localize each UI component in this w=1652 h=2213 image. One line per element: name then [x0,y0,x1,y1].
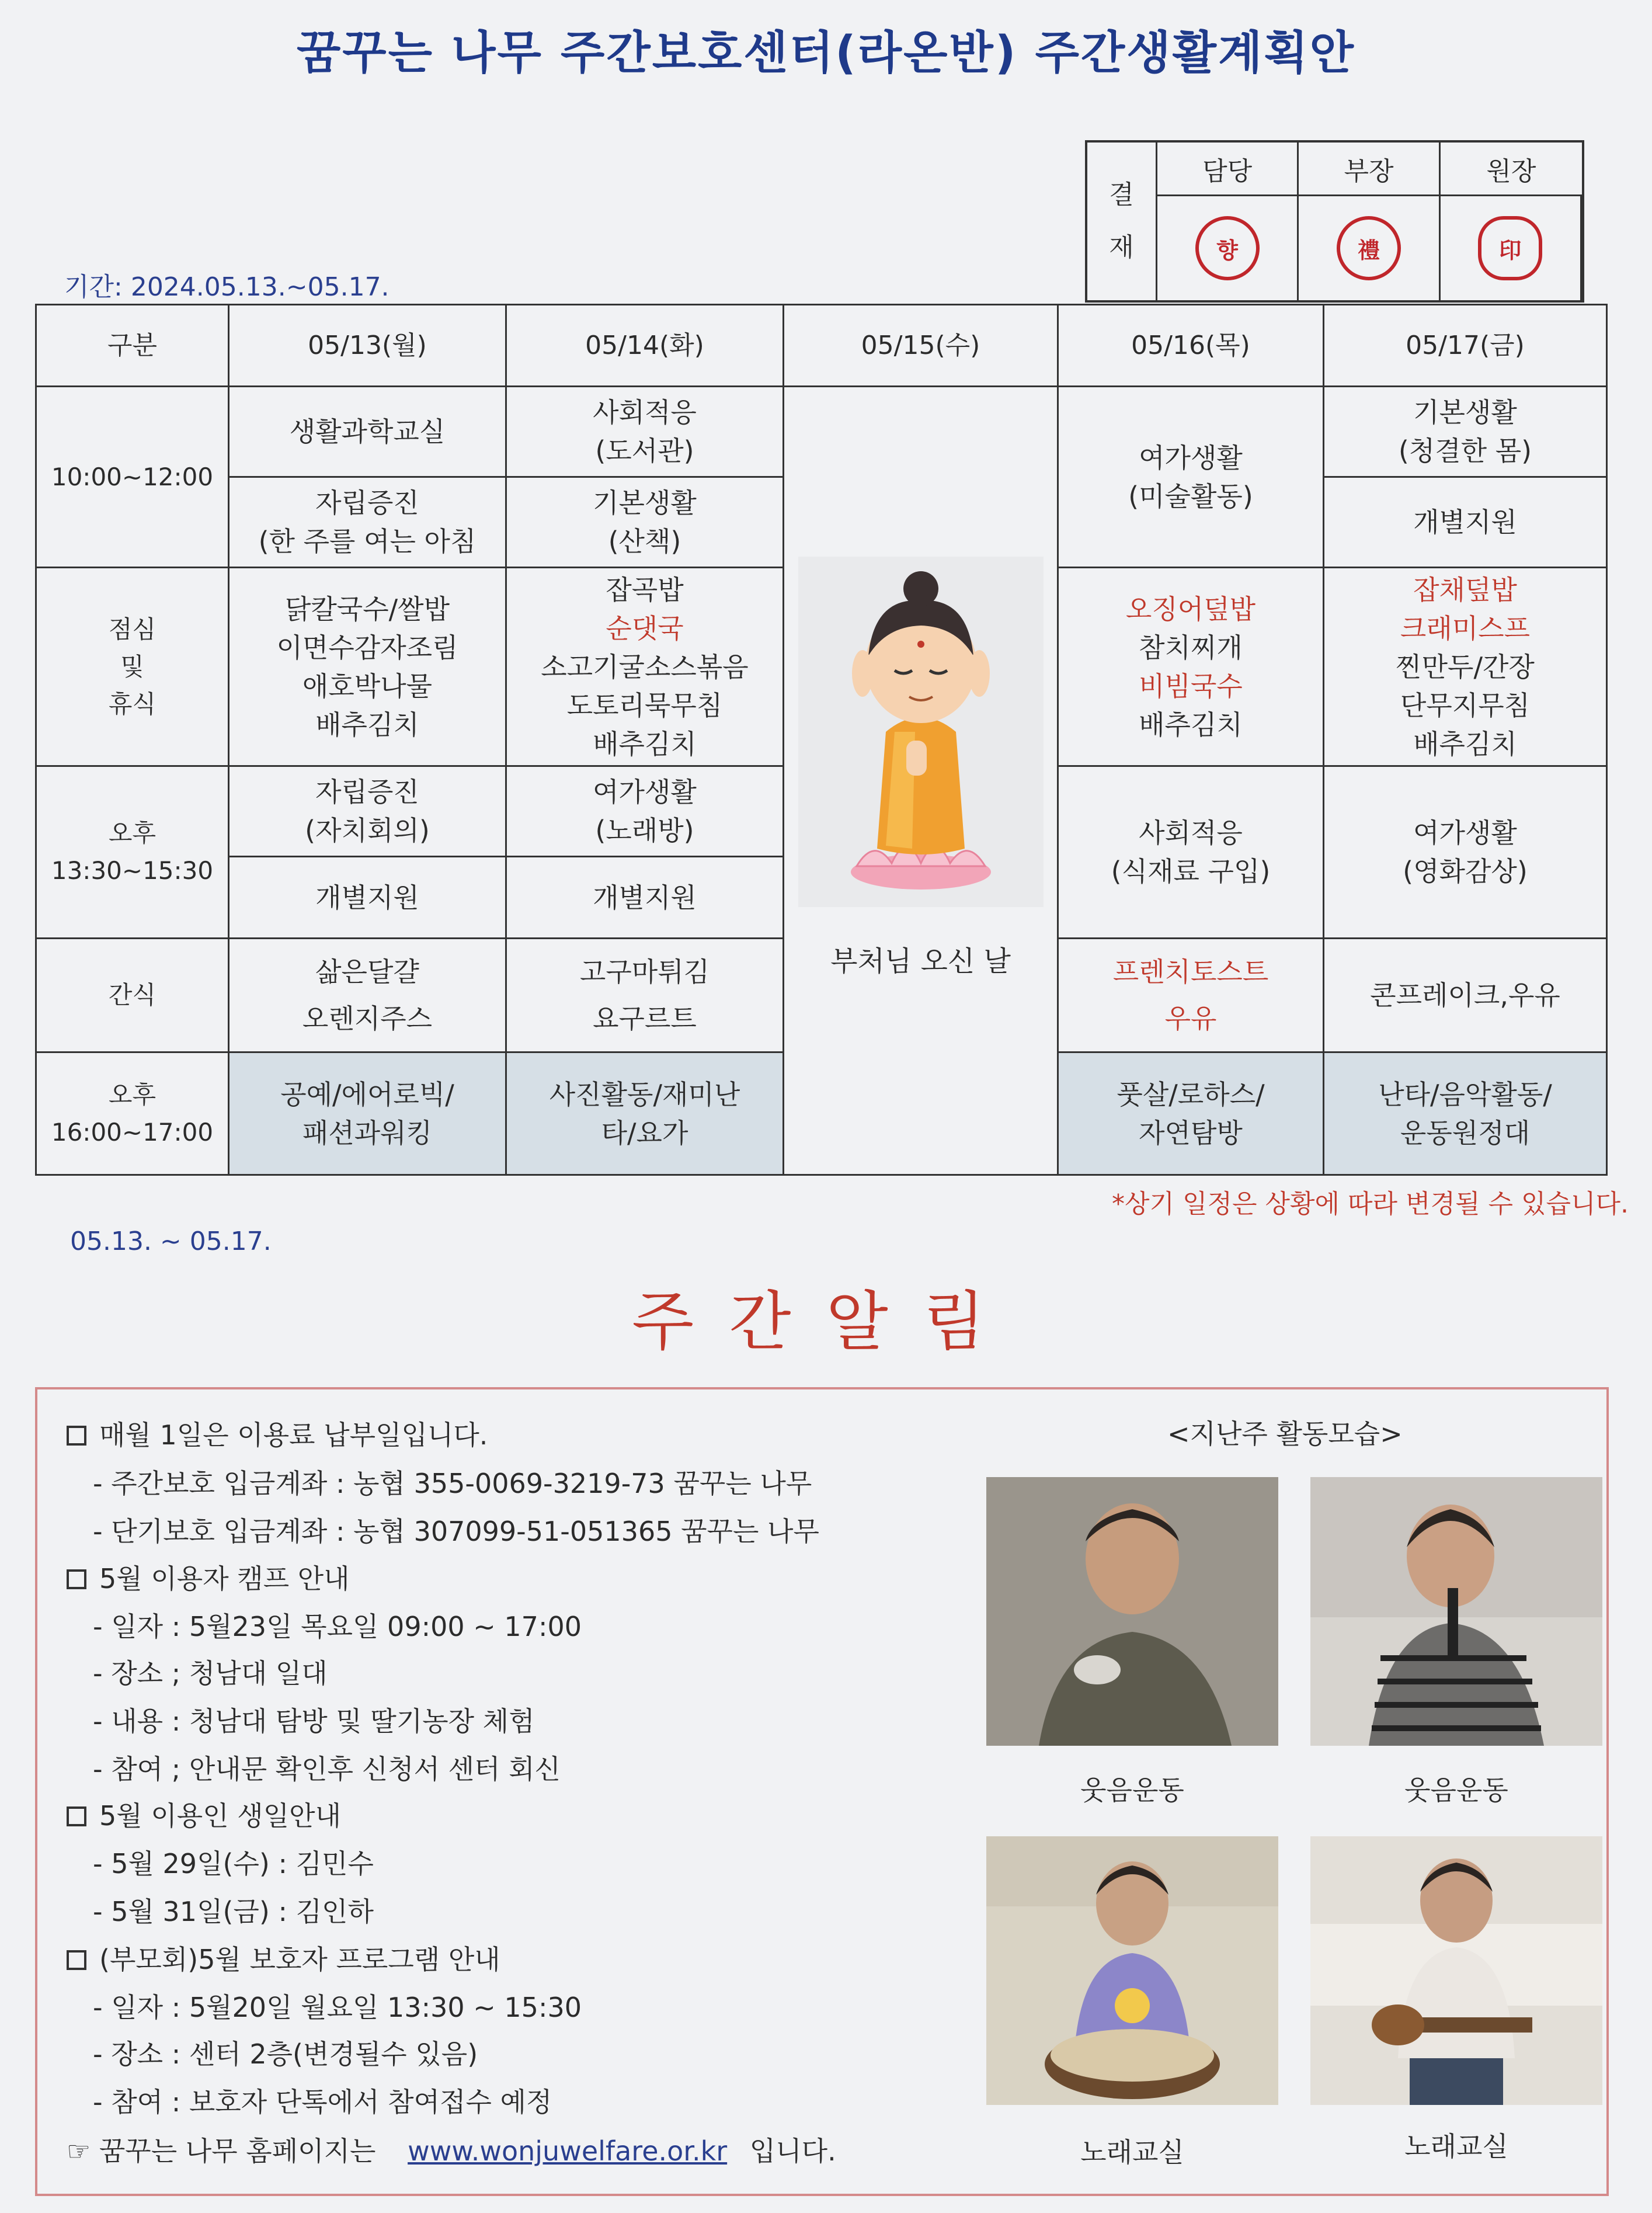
wed-holiday-cell [784,387,1058,1175]
mon-late: 공예/에어로빅/ 패션과워킹 [229,1052,506,1175]
photo-label: 웃음운동 [1080,1774,1184,1806]
notice-item: 5월 이용인 생일안내 [67,1795,341,1833]
homepage-link[interactable]: www.wonjuwelfare.or.kr [408,2135,728,2167]
schedule-note: *상기 일정은 상황에 따라 변경될 수 있습니다. [1112,1189,1629,1219]
notice-subitem: - 장소 : 센터 2층(변경될수 있음) [93,2038,478,2070]
notice-subitem: - 장소 ; 청남대 일대 [93,1658,328,1689]
thu-snack: 프렌치토스트 우유 [1058,939,1324,1052]
header-wed: 05/15(수) [784,305,1058,387]
activity-photo [986,1477,1278,1746]
approval-side-label: 결 재 [1087,143,1157,300]
tue-snack: 고구마튀김 요구르트 [506,939,784,1052]
tue-afternoon-2: 개별지원 [506,857,784,939]
row-label-afternoon: 오후 13:30~15:30 [36,766,229,939]
seal-stamp-icon: 禮 [1337,216,1401,280]
schedule-table [35,304,1608,1176]
thu-late: 풋살/로하스/ 자연탐방 [1058,1052,1324,1175]
thu-lunch: 오징어덮밥 참치찌개 비빔국수 배추김치 [1058,568,1324,766]
notice-subitem: - 일자 : 5월23일 목요일 09:00 ~ 17:00 [93,1611,582,1642]
buddha-illustration [798,557,1044,907]
mon-morning-2: 자립증진 (한 주를 여는 아침 [229,477,506,568]
notice-subitem: - 5월 31일(금) : 김인하 [93,1896,374,1927]
notice-subitem: - 주간보호 입금계좌 : 농협 355-0069-3219-73 꿈꾸는 나무 [93,1468,812,1499]
mon-lunch: 닭칼국수/쌀밥 이면수감자조림 애호박나물 배추김치 [229,568,506,766]
photos-title: <지난주 활동모습> [1167,1418,1403,1450]
notice-period: 05.13. ~ 05.17. [70,1227,272,1256]
notice-subitem: - 내용 : 청남대 탐방 및 딸기농장 체험 [93,1705,535,1737]
row-label-morning: 10:00~12:00 [36,387,229,568]
header-thu: 05/16(목) [1058,305,1324,387]
mon-snack: 삶은달걀 오렌지주스 [229,939,506,1052]
row-label-late: 오후 16:00~17:00 [36,1052,229,1175]
activity-photo [986,1836,1278,2105]
header-fri: 05/17(금) [1324,305,1607,387]
fri-lunch: 잡채덮밥 크래미스프 찐만두/간장 단무지무침 배추김치 [1324,568,1607,766]
mon-afternoon-2: 개별지원 [229,857,506,939]
tue-lunch: 잡곡밥 순댓국 소고기굴소스볶음 도토리묵무침 배추김치 [506,568,784,766]
photo-label: 노래교실 [1404,2131,1508,2162]
notice-title: 주간알림 [631,1284,1021,1359]
checkbox-icon [67,1426,86,1446]
header-mon: 05/13(월) [229,305,506,387]
row-label-lunch: 점심 및 휴식 [36,568,229,766]
buddha-icon [798,557,1044,907]
photo-label: 웃음운동 [1404,1774,1508,1806]
checkbox-icon [67,1569,86,1589]
activity-photo [1310,1477,1602,1746]
seal-manager [1157,196,1299,300]
notice-box [35,1387,1609,2196]
mon-morning-1: 생활과학교실 [229,387,506,477]
approval-header-head: 원장 [1441,143,1582,196]
thu-afternoon: 사회적응 (식재료 구입) [1058,766,1324,939]
notice-subitem: - 단기보호 입금계좌 : 농협 307099-51-051365 꿈꾸는 나무 [93,1516,819,1547]
photo-label: 노래교실 [1080,2136,1184,2168]
homepage-line: ☞ 꿈꾸는 나무 홈페이지는 www.wonjuwelfare.or.kr 입니다. [67,2135,836,2167]
tue-morning-1: 사회적응 (도서관) [506,387,784,477]
fri-morning-2: 개별지원 [1324,477,1607,568]
checkbox-icon [67,1806,86,1826]
approval-header-manager: 담당 [1157,143,1299,196]
mon-afternoon-1: 자립증진 (자치회의) [229,766,506,857]
row-label-snack: 간식 [36,939,229,1052]
fri-snack: 콘프레이크,우유 [1324,939,1607,1052]
period-label: 기간: 2024.05.13.~05.17. [64,272,389,302]
photo-image-icon [1310,1836,1602,2105]
notice-subitem: - 참여 : 보호자 단톡에서 참여접수 예정 [93,2086,552,2118]
seal-head [1441,196,1582,300]
tue-morning-2: 기본생활 (산책) [506,477,784,568]
fri-morning-1: 기본생활 (청결한 몸) [1324,387,1607,477]
page-title: 꿈꾸는 나무 주간보호센터(라온반) 주간생활계획안 [296,27,1356,79]
thu-morning: 여가생활 (미술활동) [1058,387,1324,568]
seal-stamp-icon: 印 [1478,216,1542,280]
notice-item: 매월 1일은 이용료 납부일입니다. [67,1414,488,1453]
approval-header-director: 부장 [1299,143,1440,196]
photo-image-icon [986,1836,1278,2105]
header-category: 구분 [36,305,229,387]
tue-late: 사진활동/재미난 타/요가 [506,1052,784,1175]
photo-image-icon [1310,1477,1602,1746]
notice-subitem: - 5월 29일(수) : 김민수 [93,1848,374,1880]
seal-director [1299,196,1440,300]
seal-stamp-icon: 향 [1195,216,1260,280]
notice-item: 5월 이용자 캠프 안내 [67,1558,350,1596]
notice-item: (부모회)5월 보호자 프로그램 안내 [67,1938,500,1977]
notice-subitem: - 참여 ; 안내문 확인후 신청서 센터 회신 [93,1753,561,1785]
activity-photo [1310,1836,1602,2105]
photo-image-icon [986,1477,1278,1746]
notice-subitem: - 일자 : 5월20일 월요일 13:30 ~ 15:30 [93,1992,582,2023]
checkbox-icon [67,1950,86,1970]
holiday-label: 부처님 오신 날 [830,945,1011,978]
fri-late: 난타/음악활동/ 운동원정대 [1324,1052,1607,1175]
approval-box [1085,140,1584,303]
tue-afternoon-1: 여가생활 (노래방) [506,766,784,857]
header-tue: 05/14(화) [506,305,784,387]
fri-afternoon: 여가생활 (영화감상) [1324,766,1607,939]
